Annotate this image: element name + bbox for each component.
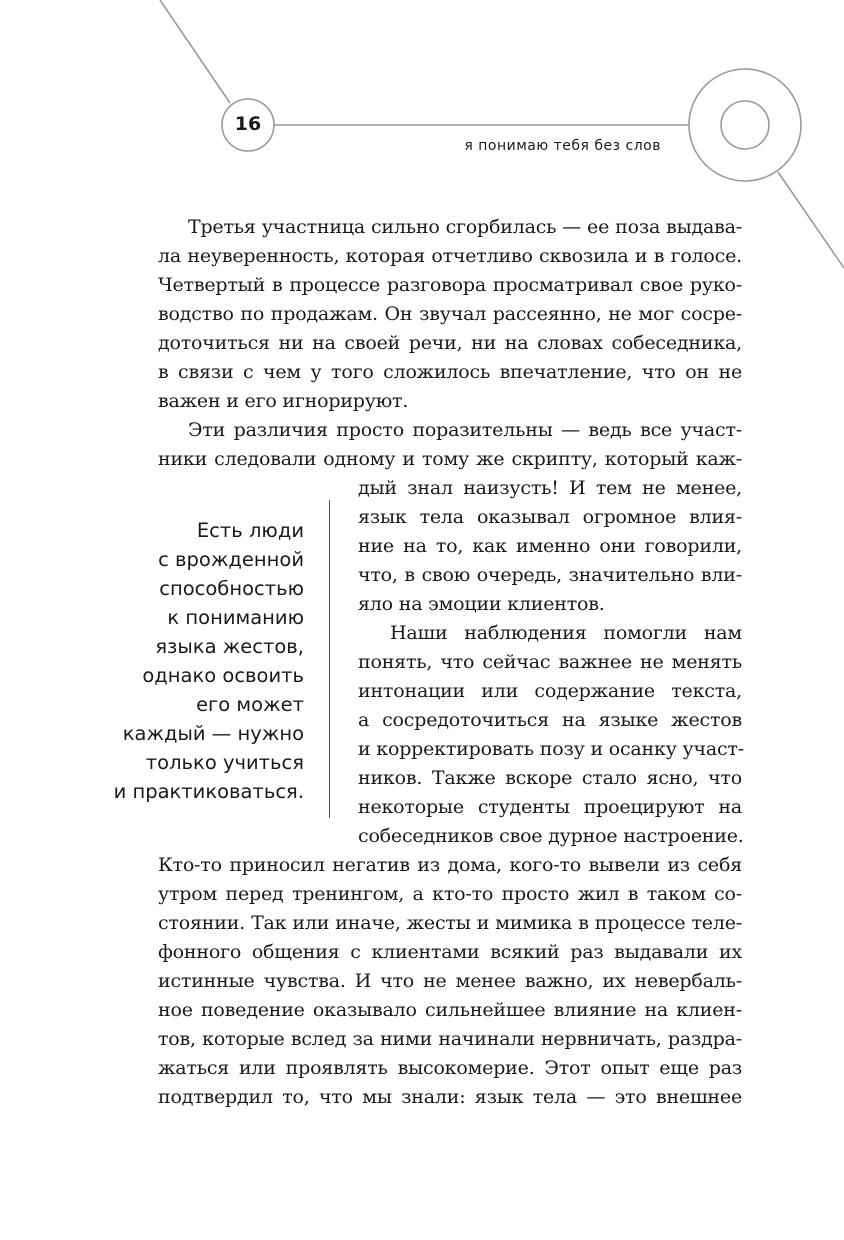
running-title: я понимаю тебя без слов (464, 138, 661, 154)
body-line: что, в свою очередь, значительно вли- (358, 564, 742, 586)
body-line: Третья участница сильно сгорбилась — ее поза выдава- (188, 216, 742, 238)
body-line: жаться или проявлять высокомерие. Этот опыт еще раз (158, 1057, 742, 1079)
body-line: а сосредоточиться на языке жестов (358, 709, 742, 731)
body-line: интонации или содержание текста, (358, 680, 742, 702)
body-line: важен и его игнорируют. (158, 390, 409, 412)
body-line: дый знал наизусть! И тем не менее, (358, 477, 742, 499)
pull-quote-line: только учиться (145, 751, 304, 774)
pull-quote-line: способностью (159, 577, 304, 600)
pull-quote (80, 516, 304, 806)
body-line: фонного общения с клиентами всякий раз выдавали их (158, 941, 742, 963)
page-number: 16 (234, 113, 262, 135)
body-line: яло на эмоции клиентов. (358, 593, 605, 615)
pull-quote-line: каждый — нужно (122, 722, 304, 745)
body-line: понять, что сейчас важнее не менять (358, 651, 742, 673)
body-line: стоянии. Так или иначе, жесты и мимика в процессе теле- (158, 912, 742, 934)
body-line: Четвертый в процессе разговора просматривал свое руко- (158, 274, 742, 296)
body-line: ники следовали одному и тому же скрипту, который каж- (158, 448, 742, 470)
pull-quote-line: и практиковаться. (113, 780, 304, 803)
body-line: ное поведение оказывало сильнейшее влияние на клиен- (158, 999, 742, 1021)
pull-quote-line: Есть люди (196, 519, 304, 542)
body-line: и корректировать позу и осанку участ- (358, 738, 744, 760)
body-line: ников. Также вскоре стало ясно, что (358, 767, 742, 789)
body-line: подтвердил то, что мы знали: язык тела — это внешнее (158, 1086, 742, 1108)
body-line: тов, которые вслед за ними начинали нервничать, раздра- (158, 1028, 742, 1050)
body-line: Эти различия просто поразительны — ведь все участ- (188, 419, 742, 441)
body-line: ла неуверенность, которая отчетливо сквозила и в голосе. (158, 245, 742, 267)
pull-quote-line: языка жестов, (155, 635, 304, 658)
body-line: язык тела оказывал огромное влия- (358, 506, 742, 528)
body-line: ние на то, как именно они говорили, (358, 535, 742, 557)
body-line: некоторые студенты проецируют на (358, 796, 742, 818)
body-line: Наши наблюдения помогли нам (390, 622, 742, 644)
pull-quote-divider (329, 500, 330, 818)
pull-quote-line: его может (196, 693, 304, 716)
body-line: Кто-то приносил негатив из дома, кого-то вывели из себя (158, 854, 742, 876)
body-line: утром перед тренингом, а кто-то просто жил в таком со- (158, 883, 742, 905)
pull-quote-line: с врожденной (158, 548, 304, 571)
body-line: собеседников свое дурное настроение. (358, 825, 744, 847)
body-line: доточиться ни на своей речи, ни на словах собеседника, (158, 332, 742, 354)
body-line: в связи с чем у того сложилось впечатление, что он не (158, 361, 742, 383)
body-line: истинные чувства. И что не менее важно, их невербаль- (158, 970, 742, 992)
pull-quote-line: однако освоить (142, 664, 304, 687)
pull-quote-line: к пониманию (167, 606, 304, 629)
body-line: водство по продажам. Он звучал рассеянно, не мог сосре- (158, 303, 742, 325)
